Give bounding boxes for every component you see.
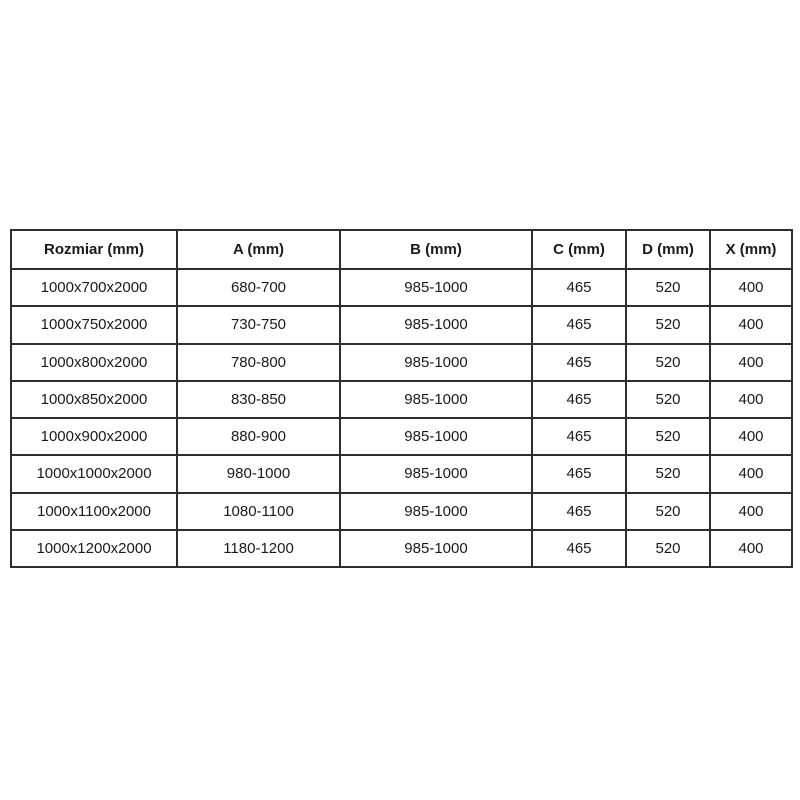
table-cell: 985-1000 xyxy=(340,306,532,343)
table-cell: 680-700 xyxy=(177,269,340,306)
table-cell: 400 xyxy=(710,418,792,455)
table-cell: 465 xyxy=(532,455,626,492)
table-cell: 465 xyxy=(532,418,626,455)
table-cell: 465 xyxy=(532,530,626,567)
table-cell: 985-1000 xyxy=(340,381,532,418)
table-cell: 985-1000 xyxy=(340,344,532,381)
table-cell: 400 xyxy=(710,344,792,381)
table-cell: 465 xyxy=(532,493,626,530)
table-cell: 1000x1000x2000 xyxy=(11,455,177,492)
column-header: A (mm) xyxy=(177,230,340,269)
table-row xyxy=(11,381,792,418)
table-cell: 985-1000 xyxy=(340,530,532,567)
table-cell: 1000x800x2000 xyxy=(11,344,177,381)
column-header: X (mm) xyxy=(710,230,792,269)
table-cell: 830-850 xyxy=(177,381,340,418)
table-cell: 1180-1200 xyxy=(177,530,340,567)
table-cell: 985-1000 xyxy=(340,418,532,455)
table-row xyxy=(11,269,792,306)
table-cell: 400 xyxy=(710,306,792,343)
table-cell: 520 xyxy=(626,455,710,492)
table-cell: 400 xyxy=(710,493,792,530)
table-cell: 400 xyxy=(710,455,792,492)
table-cell: 400 xyxy=(710,381,792,418)
table-cell: 520 xyxy=(626,269,710,306)
table-cell: 465 xyxy=(532,381,626,418)
table-cell: 465 xyxy=(532,344,626,381)
dimensions-table xyxy=(10,229,793,568)
table-cell: 985-1000 xyxy=(340,455,532,492)
table-cell: 520 xyxy=(626,530,710,567)
table-cell: 1000x900x2000 xyxy=(11,418,177,455)
table-cell: 1000x750x2000 xyxy=(11,306,177,343)
table-cell: 985-1000 xyxy=(340,493,532,530)
table-row xyxy=(11,530,792,567)
table-cell: 520 xyxy=(626,493,710,530)
table-cell: 465 xyxy=(532,306,626,343)
table-cell: 1000x1100x2000 xyxy=(11,493,177,530)
table-cell: 1000x850x2000 xyxy=(11,381,177,418)
column-header: Rozmiar (mm) xyxy=(11,230,177,269)
table-row xyxy=(11,306,792,343)
column-header: C (mm) xyxy=(532,230,626,269)
table-row xyxy=(11,455,792,492)
table-cell: 400 xyxy=(710,530,792,567)
table-cell: 465 xyxy=(532,269,626,306)
table-cell: 520 xyxy=(626,344,710,381)
table-cell: 400 xyxy=(710,269,792,306)
table-row xyxy=(11,493,792,530)
table-cell: 780-800 xyxy=(177,344,340,381)
column-header: D (mm) xyxy=(626,230,710,269)
table-cell: 1000x1200x2000 xyxy=(11,530,177,567)
table-cell: 980-1000 xyxy=(177,455,340,492)
header-row xyxy=(11,230,792,269)
table-cell: 730-750 xyxy=(177,306,340,343)
table-cell: 880-900 xyxy=(177,418,340,455)
column-header: B (mm) xyxy=(340,230,532,269)
table-row xyxy=(11,418,792,455)
table-cell: 520 xyxy=(626,306,710,343)
table-cell: 520 xyxy=(626,418,710,455)
table-cell: 985-1000 xyxy=(340,269,532,306)
table-cell: 1000x700x2000 xyxy=(11,269,177,306)
table-cell: 520 xyxy=(626,381,710,418)
table-row xyxy=(11,344,792,381)
table-cell: 1080-1100 xyxy=(177,493,340,530)
